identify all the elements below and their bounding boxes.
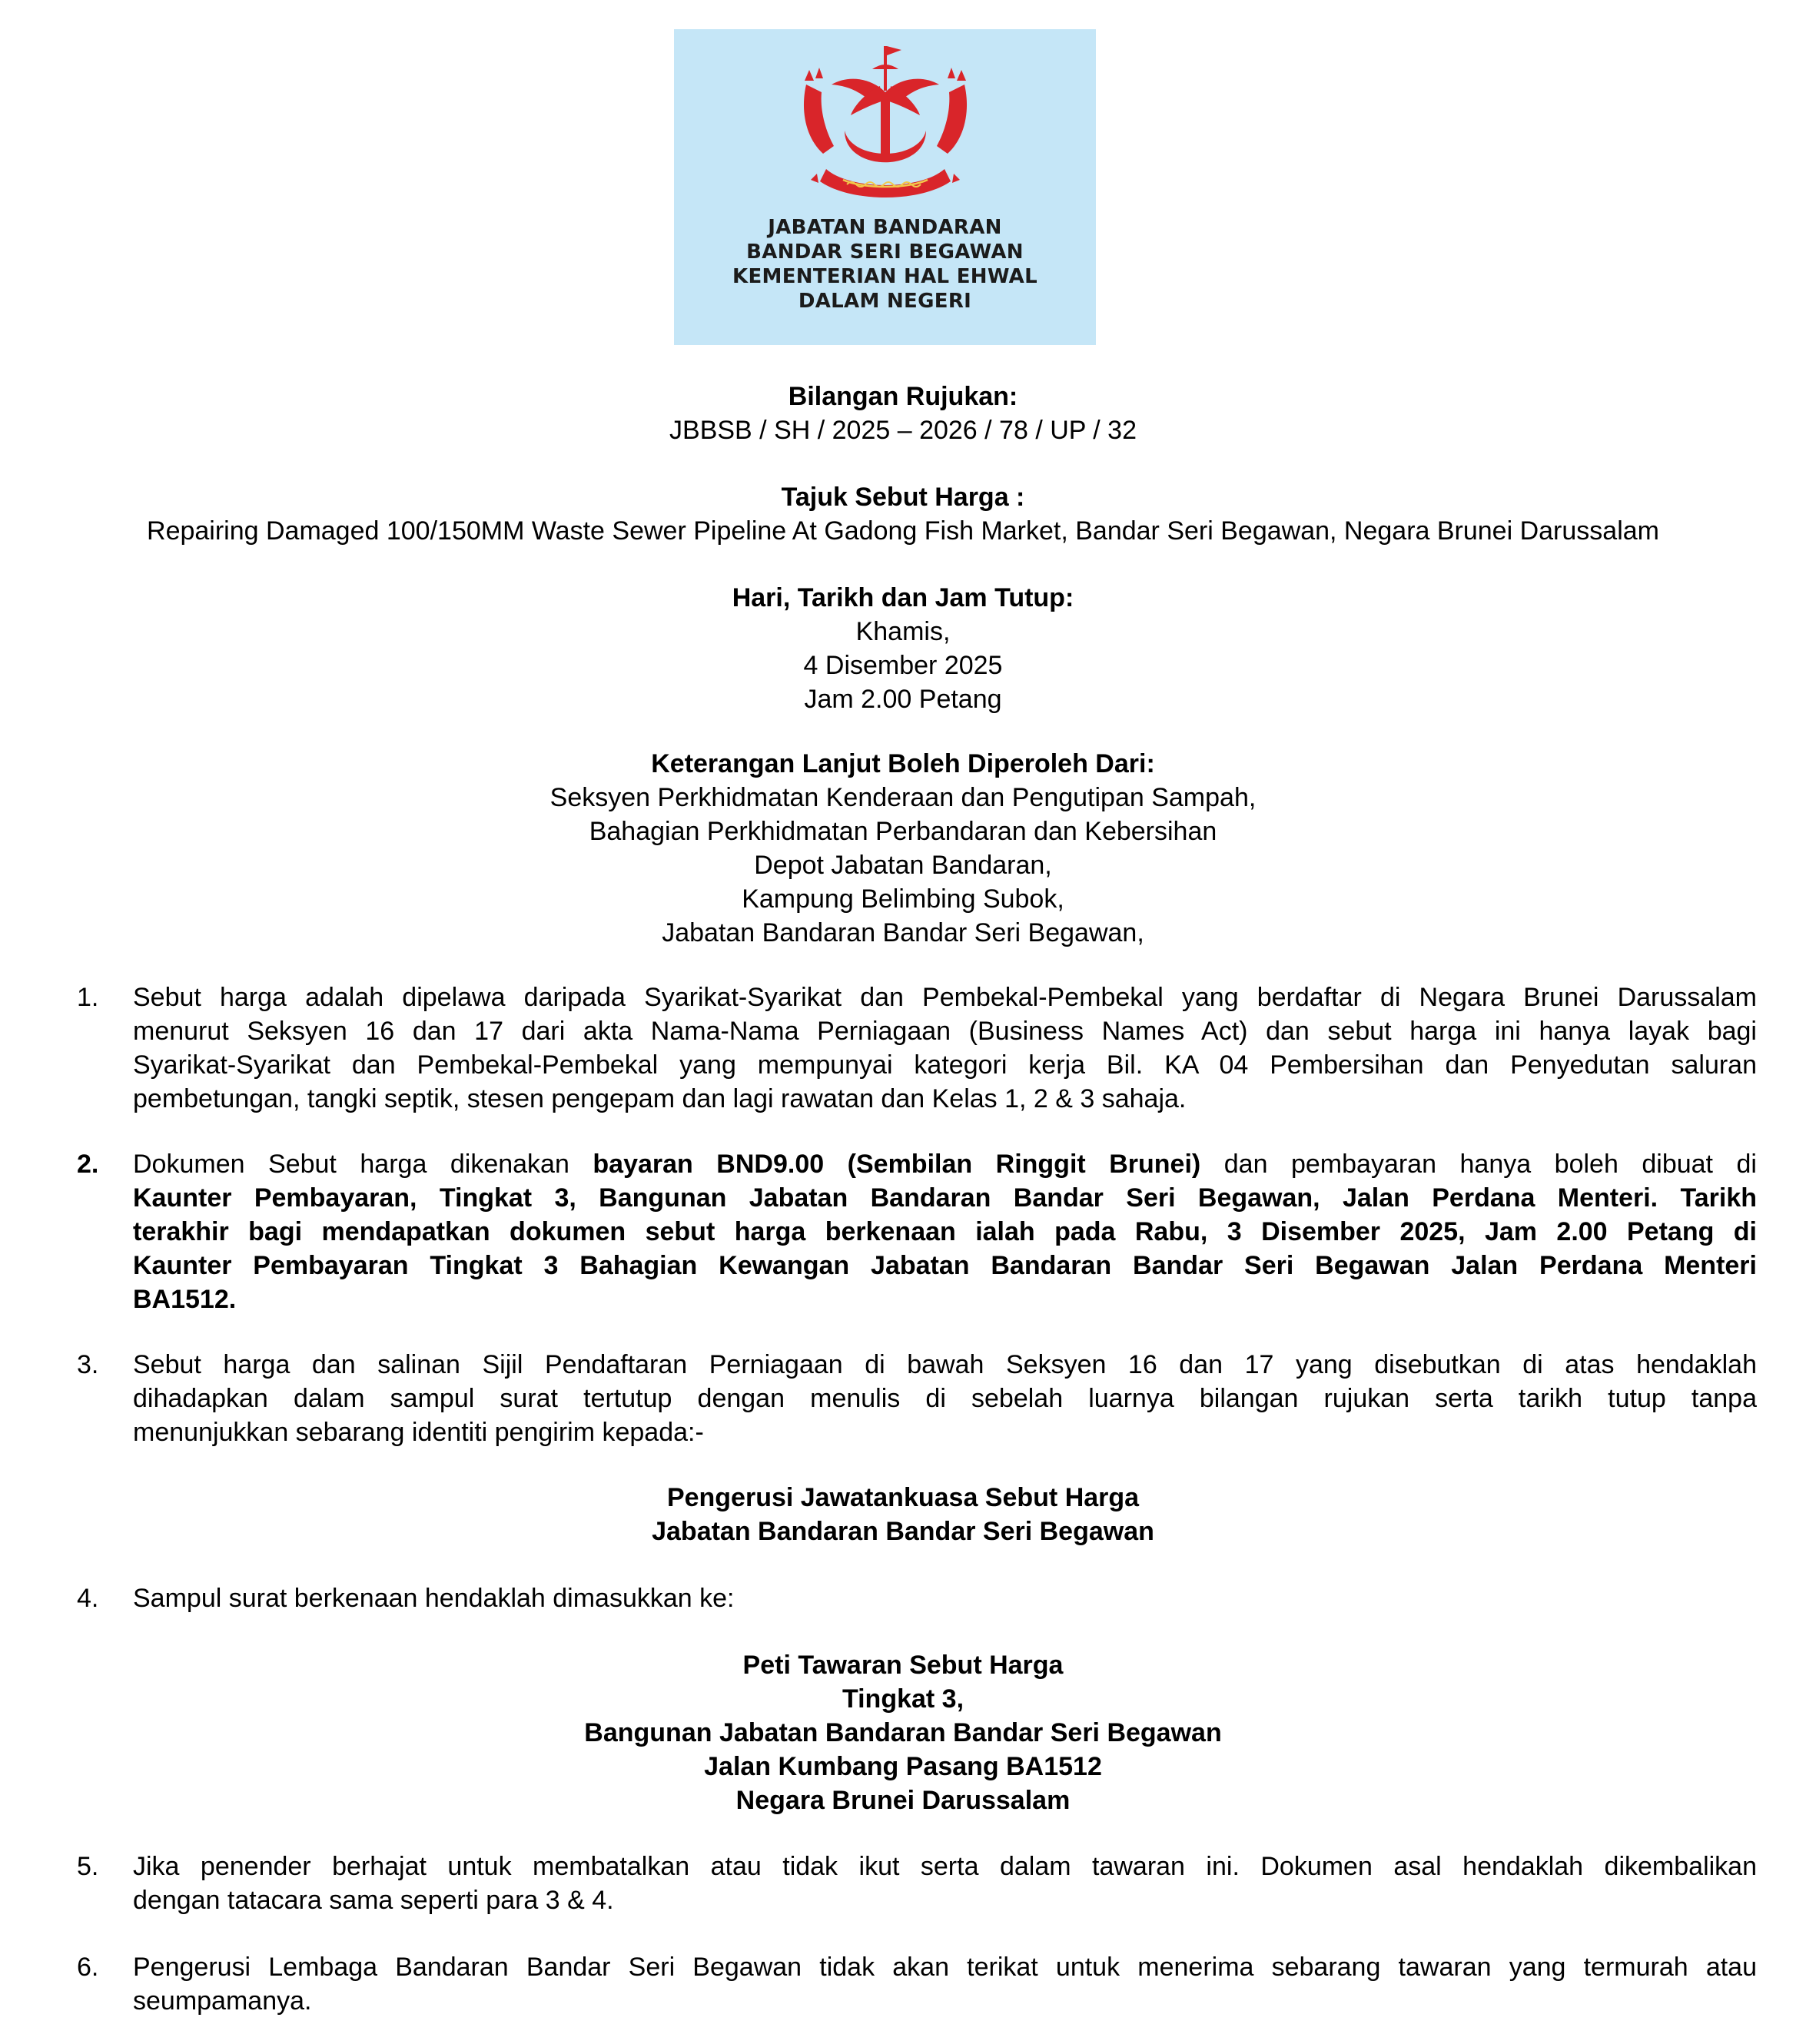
- closing-date: 4 Disember 2025: [803, 651, 1003, 680]
- paragraph-line: Sampul surat berkenaan hendaklah dimasukkan ke:: [133, 1584, 735, 1613]
- reference-number: JBBSB / SH / 2025 – 2026 / 78 / UP / 32: [669, 416, 1137, 445]
- tender-box-address: [0, 1648, 1806, 1817]
- quote-title-label: Tajuk Sebut Harga :: [781, 483, 1025, 512]
- paragraph-line: pembetungan, tangki septik, stesen pengepam dan lagi rawatan dan Kelas 1, 2 & 3 sahaja.: [133, 1084, 1187, 1113]
- further-info-line: Jabatan Bandaran Bandar Seri Begawan,: [662, 918, 1144, 947]
- paragraph-line: Sebut harga adalah dipelawa daripada Syarikat-Syarikat dan Pembekal-Pembekal yang berdaftar di Negara Brunei Darussalam: [133, 983, 1757, 1012]
- logo-line: JABATAN BANDARAN: [768, 216, 1002, 239]
- paragraph-number: 2.: [77, 1150, 99, 1179]
- paragraph-line: Sebut harga dan salinan Sijil Pendaftaran Perniagaan di bawah Seksyen 16 dan 17 yang disebutkan di atas hendaklah: [133, 1350, 1757, 1379]
- addressee-block: [0, 1481, 1806, 1548]
- paragraph-line: terakhir bagi mendapatkan dokumen sebut harga berkenaan ialah pada Rabu, 3 Disember 2025, Jam 2.00 Petang di: [133, 1217, 1757, 1246]
- payment-intro: Dokumen Sebut harga dikenakan: [133, 1150, 569, 1179]
- paragraph-line: menunjukkan sebarang identiti pengirim kepada:-: [133, 1418, 704, 1447]
- closing-section: [0, 581, 1806, 716]
- paragraph-line: dihadapkan dalam sampul surat tertutup dengan menulis di sebelah luarnya bilangan rujukan serta tarikh tutup tanpa: [133, 1384, 1757, 1413]
- address-line: Peti Tawaran Sebut Harga: [742, 1651, 1064, 1680]
- addressee-line: Jabatan Bandaran Bandar Seri Begawan: [652, 1517, 1154, 1546]
- further-info-line: Bahagian Perkhidmatan Perbandaran dan Kebersihan: [589, 817, 1217, 846]
- address-line: Bangunan Jabatan Bandaran Bandar Seri Begawan: [584, 1718, 1222, 1747]
- paragraph-line: Pengerusi Lembaga Bandaran Bandar Seri Begawan tidak akan terikat untuk menerima sebarang tawaran yang termurah atau: [133, 1953, 1757, 1982]
- further-info-line: Depot Jabatan Bandaran,: [754, 851, 1052, 880]
- paragraph-line: menurut Seksyen 16 dan 17 dari akta Nama-Nama Perniagaan (Business Names Act) dan sebut harga ini hanya layak bagi: [133, 1017, 1757, 1046]
- logo-line: DALAM NEGERI: [798, 290, 972, 313]
- paragraph-number: 1.: [77, 983, 99, 1012]
- closing-label: Hari, Tarikh dan Jam Tutup:: [732, 583, 1074, 612]
- address-line: Jalan Kumbang Pasang BA1512: [704, 1752, 1102, 1781]
- logo-line: BANDAR SERI BEGAWAN: [746, 241, 1024, 264]
- paragraph-line: [133, 1147, 1757, 1181]
- closing-day: Khamis,: [855, 617, 951, 646]
- addressee-line: Pengerusi Jawatankuasa Sebut Harga: [666, 1483, 1140, 1512]
- further-info-section: [0, 747, 1806, 950]
- paragraph-line: BA1512.: [133, 1285, 237, 1314]
- paragraph-number: 6.: [77, 1953, 99, 1982]
- logo-title: [674, 215, 1096, 314]
- paragraph-line: seumpamanya.: [133, 1986, 312, 2016]
- closing-time: Jam 2.00 Petang: [804, 685, 1002, 714]
- paragraph-line: dengan tatacara sama seperti para 3 & 4.: [133, 1886, 614, 1915]
- reference-section: [0, 380, 1806, 447]
- paragraph-number: 4.: [77, 1584, 99, 1613]
- quote-title-section: [0, 480, 1806, 548]
- paragraph-number: 5.: [77, 1852, 99, 1881]
- further-info-line: Kampung Belimbing Subok,: [742, 884, 1064, 914]
- paragraph-line: Jika penender berhajat untuk membatalkan atau tidak ikut serta dalam tawaran ini. Dokumen asal hendaklah dikembalikan: [133, 1852, 1757, 1881]
- paragraph-line: Kaunter Pembayaran Tingkat 3 Bahagian Kewangan Jabatan Bandaran Bandar Seri Begawan Jalan Perdana Menteri: [133, 1251, 1757, 1280]
- further-info-line: Seksyen Perkhidmatan Kenderaan dan Pengutipan Sampah,: [549, 783, 1257, 812]
- logo-line: KEMENTERIAN HAL EHWAL: [732, 265, 1037, 288]
- department-logo: [674, 29, 1096, 345]
- payment-amount: bayaran BND9.00 (Sembilan Ringgit Brunei): [593, 1150, 1201, 1179]
- paragraph-line: Kaunter Pembayaran, Tingkat 3, Bangunan Jabatan Bandaran Bandar Seri Begawan, Jalan Perdana Menteri. Tarikh: [133, 1183, 1757, 1213]
- quote-title-value: Repairing Damaged 100/150MM Waste Sewer Pipeline At Gadong Fish Market, Bandar Seri Begawan, Negara Brunei Darussalam: [147, 516, 1659, 546]
- paragraph-line: Syarikat-Syarikat dan Pembekal-Pembekal yang mempunyai kategori kerja Bil. KA 04 Pembersihan dan Penyedutan saluran: [133, 1050, 1757, 1080]
- address-line: Negara Brunei Darussalam: [735, 1786, 1071, 1815]
- brunei-crest-icon: [789, 38, 981, 219]
- further-info-label: Keterangan Lanjut Boleh Diperoleh Dari:: [651, 749, 1155, 778]
- reference-label: Bilangan Rujukan:: [788, 382, 1018, 411]
- payment-location-intro: dan pembayaran hanya boleh dibuat di: [1223, 1150, 1757, 1179]
- address-line: Tingkat 3,: [842, 1684, 964, 1714]
- paragraph-number: 3.: [77, 1350, 99, 1379]
